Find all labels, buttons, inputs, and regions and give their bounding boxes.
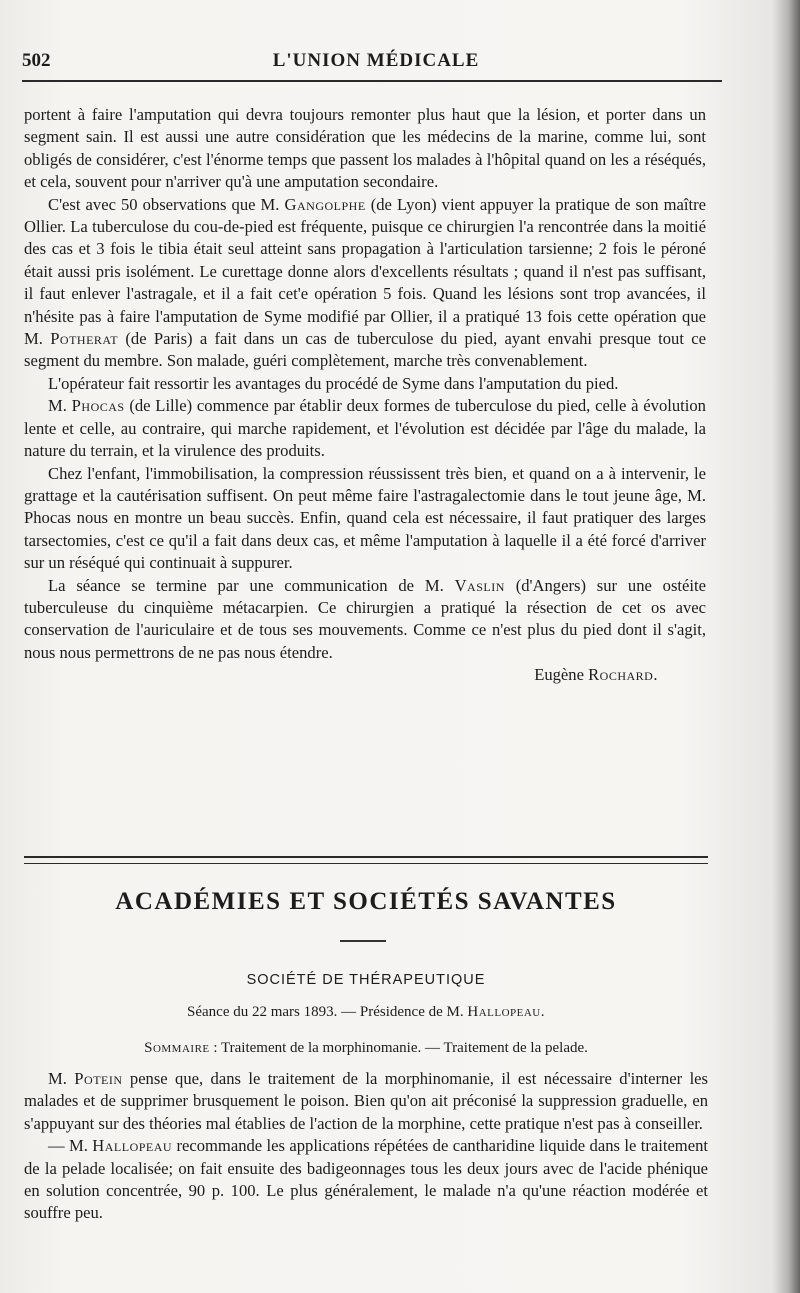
paragraph-text: La séance se termine par une communication de M. — [48, 575, 455, 595]
page-header — [22, 48, 730, 78]
paragraph-text: portent à faire l'amputation qui devra toujours remonter plus haut que la lésion, et porter dans un segment sain. Il est aussi une autre considération que les médecins de la marine, comme lui, sont obligés de considérer, c'est l'énorme temps que passent los malades à l'hôpital quand on les a réséqués, et cela, souvent pour n'arriver qu'à une amputation secondaire. — [24, 105, 706, 192]
paragraph — [24, 104, 706, 194]
running-title: L'UNION MÉDICALE — [272, 50, 480, 71]
article-body — [24, 104, 706, 687]
page-number: 502 — [22, 50, 51, 71]
seance-line — [24, 1004, 708, 1021]
person-name: Hallopeau — [92, 1136, 173, 1156]
paragraph-text: — M. — [48, 1136, 93, 1156]
section-title: ACADÉMIES ET SOCIÉTÉS SAVANTES — [115, 888, 617, 915]
paragraph-text: (de Paris) a fait dans un cas de tuberculose du pied, ayant envahi presque tout ce segment du membre. Son malade, guéri complètement, marche très convenablement. — [24, 329, 706, 371]
paragraph-text: L'opérateur fait ressortir les avantages du procédé de Syme dans l'amputation du pied. — [48, 373, 619, 393]
paragraph-text: (de Lille) commence par établir deux formes de tuberculose du pied, celle à évolution lente et celle, au contraire, qui marche rapidement, et l'évolution est décidée par l'âge du malade, la nature du terrain, et la virulence des produits. — [24, 396, 706, 461]
paragraph — [24, 373, 706, 395]
paragraph — [24, 1135, 708, 1225]
paragraph — [24, 463, 706, 575]
person-name: Vaslin — [454, 575, 505, 595]
sommaire-label: Sommaire — [144, 1040, 210, 1056]
signature — [24, 664, 706, 686]
paragraph-text: M. — [48, 1069, 75, 1088]
page-edge-shadow — [772, 0, 800, 1293]
person-name: Gangolphe — [284, 194, 366, 214]
person-name: Potein — [74, 1069, 123, 1088]
paragraph — [24, 395, 706, 462]
seance-text: Séance du 22 mars 1893. — Présidence de M. — [187, 1004, 468, 1020]
header-rule — [22, 80, 722, 82]
section-body — [24, 1068, 708, 1225]
paragraph — [24, 1068, 708, 1135]
paragraph-text: (de Lyon) vient appuyer la pratique de son maître Ollier. La tuberculose du cou-de-pied est fréquente, puisque ce chirurgien l'a rencontrée dans la moitié des cas et 3 fois le tibia était seul atteint sans propagation à l'articulation tarsienne; 2 fois le péroné était aussi pris isolément. Le curettage donne alors d'excellents résultats ; quand il n'est pas suffisant, il faut enlever l'astragale, et il a fait cet'e opération 5 fois. Quand les lésions sont trop avancées, il n'hésite pas à faire l'amputation de Syme modifié par Ollier, il a pratiqué 13 fois cette opération que M. — [24, 194, 706, 349]
sommaire-line — [24, 1040, 708, 1057]
paragraph-text: (d'Angers) sur une ostéite tuberculeuse du cinquième métacarpien. Ce chirurgien a pratiqué la résection de cet os avec conservation de l'auriculaire et de tous ses mouvements. Comme ce n'est plus du pied dont il s'agit, nous nous permettrons de ne pas nous étendre. — [24, 575, 706, 662]
paragraph — [24, 194, 706, 373]
paragraph-text: Chez l'enfant, l'immobilisation, la compression réussissent très bien, et quand on a à intervenir, le grattage et la cautérisation suffisent. On peut même faire l'astragalectomie dans le tout jeune âge, M. Phocas nous en montre un beau succès. Enfin, quand cela est nécessaire, il faut pratiquer des larges tarsectomies, c'est ce qu'il a fait dans deux cas, et même l'amputation à laquelle il a été forcé d'arriver sur un réséqué qui continuait à suppurer. — [24, 463, 706, 573]
person-name: Phocas — [71, 396, 125, 416]
section-divider — [24, 856, 708, 864]
signature-last: Rochard. — [588, 665, 658, 685]
person-name: Potherat — [50, 329, 119, 349]
society-name: SOCIÉTÉ DE THÉRAPEUTIQUE — [246, 972, 486, 988]
signature-first: Eugène — [534, 665, 589, 685]
president-name: Hallopeau. — [467, 1004, 545, 1020]
paragraph-text: recommande les applications répétées de cantharidine liquide dans le traitement de la pelade localisée; on fait ensuite des badigeonnages tous les deux jours avec de l'acide phénique en solution concentrée, 90 p. 100. Le plus généralement, le malade n'a qu'une réaction modérée et souffre peu. — [24, 1136, 708, 1223]
paragraph-text: M. — [48, 396, 72, 416]
paragraph — [24, 575, 706, 665]
paragraph-text: pense que, dans le traitement de la morphinomanie, il est nécessaire d'interner les malades et de supprimer brusquement le poison. Bien qu'on ait préconisé la suppression graduelle, en s'appuyant sur des théories mal établies de l'action de la morphine, cette pratique n'est pas à conseiller. — [24, 1069, 708, 1133]
title-rule — [340, 940, 386, 942]
sommaire-text: : Traitement de la morphinomanie. — Traitement de la pelade. — [209, 1040, 588, 1056]
paragraph-text: C'est avec 50 observations que M. — [48, 194, 285, 214]
